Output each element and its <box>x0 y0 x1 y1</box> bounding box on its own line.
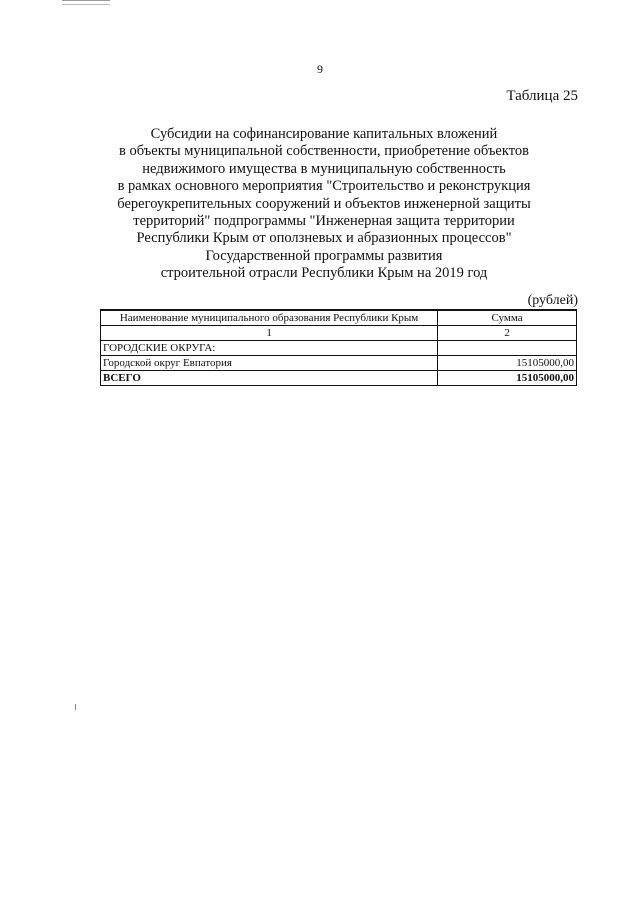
table-label: Таблица 25 <box>506 88 578 104</box>
group-label: ГОРОДСКИЕ ОКРУГА: <box>101 341 438 356</box>
subsidy-table <box>100 309 577 386</box>
units-label: (рублей) <box>527 293 578 308</box>
scan-mark <box>62 0 110 5</box>
title-line: в рамках основного мероприятия "Строительство и реконструкция <box>117 178 531 195</box>
header-amount: Сумма <box>438 310 577 326</box>
table-row <box>101 356 577 371</box>
row-municipality: Городской округ Евпатория <box>101 356 438 371</box>
title-line: берегоукрепительных сооружений и объектов инженерной защиты <box>117 195 531 212</box>
header-municipality: Наименование муниципального образования Республики Крым <box>101 310 438 326</box>
title-line: Государственной программы развития <box>205 247 443 264</box>
title-line: Республики Крым от оползневых и абразионных процессов" <box>136 230 512 247</box>
column-number-row <box>101 326 577 341</box>
row-amount: 15105000,00 <box>438 356 577 371</box>
title-line: строительной отрасли Республики Крым на 2019 год <box>160 265 488 282</box>
group-row <box>101 341 577 356</box>
page-number: 9 <box>317 62 323 76</box>
total-amount: 15105000,00 <box>438 371 577 386</box>
document-title <box>100 126 548 283</box>
total-label: ВСЕГО <box>101 371 438 386</box>
margin-mark <box>75 704 76 710</box>
title-line: территорий" подпрограммы "Инженерная защита территории <box>133 213 515 230</box>
title-line: Субсидии на софинансирование капитальных вложений <box>150 126 498 142</box>
total-row <box>101 371 577 386</box>
table-header-row <box>101 310 577 326</box>
title-line: в объекты муниципальной собственности, приобретение объектов <box>119 143 529 160</box>
group-empty-cell <box>438 341 577 356</box>
column-number-2: 2 <box>438 326 577 341</box>
column-number-1: 1 <box>101 326 438 341</box>
title-line: недвижимого имущества в муниципальную собственность <box>142 160 506 177</box>
